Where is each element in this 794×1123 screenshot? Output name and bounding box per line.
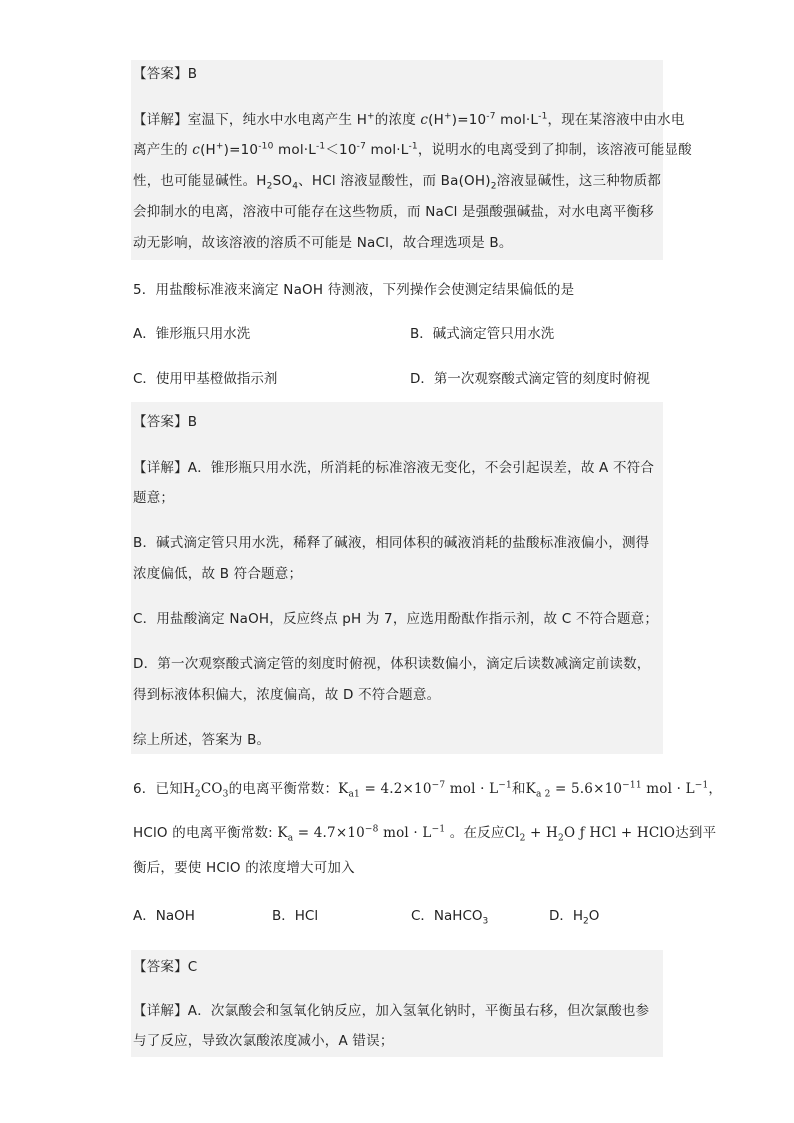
- q6-detail-a-line-1: 【详解】A．次氯酸会和氢氧化钠反应，加入氢氧化钠时，平衡虽右移，但次氯酸也参: [133, 1003, 650, 1019]
- q5-stem: 5．用盐酸标准液来滴定 NaOH 待测液，下列操作会使测定结果偏低的是: [133, 282, 575, 298]
- q6-option-b: B．HCl: [272, 908, 319, 924]
- q5-detail-c: C．用盐酸滴定 NaOH，反应终点 pH 为 7，应选用酚酞作指示剂，故 C 不符合题意；: [133, 611, 659, 627]
- q5-detail-a-line-2: 题意；: [133, 490, 175, 506]
- q5-detail-d-line-1: D．第一次观察酸式滴定管的刻度时俯视，体积读数偏小，滴定后读数减滴定前读数，: [133, 656, 651, 672]
- q5-option-b: B．碱式滴定管只用水洗: [410, 326, 555, 342]
- q4-detail-line-1: 【详解】室温下，纯水中水电离产生 H+的浓度 $c(H^+)=10^{-7}$ $mol\cdot L^{-1}$，现在某溶液中由水电: [133, 111, 685, 128]
- q5-detail-a-line-1: 【详解】A．锥形瓶只用水洗，所消耗的标准溶液无变化，不会引起误差，故 A 不符合: [133, 460, 655, 476]
- q5-summary: 综上所述，答案为 B。: [133, 732, 271, 748]
- q6-answer: 【答案】C: [133, 959, 198, 975]
- q6-option-d: D．$H_2O$: [549, 908, 600, 927]
- q6-option-c: C．NaHCO$_3$: [411, 908, 489, 927]
- q4-detail-line-2: 离产生的 $c(H^+)=10^{-10}$ $mol\cdot L^{-1}<10^{-7}$ $mol\cdot L^{-1}$，说明水的电离受到了抑制，该溶液可能显酸: [133, 141, 692, 158]
- q5-answer: 【答案】B: [133, 414, 198, 430]
- q6-stem-line-1: 6．已知$H_2CO_3$的电离平衡常数：$K_{a1} = 4.2\times 10^{-7}$ mol · $L^{-1}$和$K_{a 2} = 5.6\times 10^{-11}$ mol · $L^{-1}$，: [133, 780, 723, 800]
- q5-option-a: A．锥形瓶只用水洗: [133, 326, 251, 342]
- q6-option-a: A．NaOH: [133, 908, 195, 924]
- q4-detail-line-4: 会抑制水的电离，溶液中可能存在这些物质，而 NaCl 是强酸强碱盐，对水电离平衡移: [133, 204, 654, 220]
- q4-detail-line-3: 性，也可能显碱性。$H_2SO_4$、HCl 溶液显酸性，而 $Ba(OH)_2$溶液显碱性，这三种物质都: [133, 173, 662, 192]
- q5-detail-b-line-1: B．碱式滴定管只用水洗，稀释了碱液，相同体积的碱液消耗的盐酸标准液偏小，测得: [133, 535, 650, 551]
- q6-detail-a-line-2: 与了反应，导致次氯酸浓度减小，A 错误；: [133, 1033, 394, 1049]
- q6-stem-line-3: 衡后，要使 HClO 的浓度增大可加入: [133, 860, 355, 876]
- q6-stem-line-2: HClO 的电离平衡常数: $K_a = 4.7\times 10^{-8}$ mol · $L^{-1}$ 。在反应$Cl_2 + H_2O$ ƒ HCl + HClO达到平: [133, 824, 717, 844]
- q5-detail-d-line-2: 得到标液体积偏大，浓度偏高，故 D 不符合题意。: [133, 687, 441, 703]
- q5-option-d: D．第一次观察酸式滴定管的刻度时俯视: [410, 371, 650, 387]
- answer-block-q4: [131, 60, 663, 260]
- q5-detail-b-line-2: 浓度偏低，故 B 符合题意；: [133, 566, 303, 582]
- q5-option-c: C．使用甲基橙做指示剂: [133, 371, 278, 387]
- q4-answer: 【答案】B: [133, 66, 198, 82]
- q4-detail-line-5: 动无影响，故该溶液的溶质不可能是 NaCl，故合理选项是 B。: [133, 235, 513, 251]
